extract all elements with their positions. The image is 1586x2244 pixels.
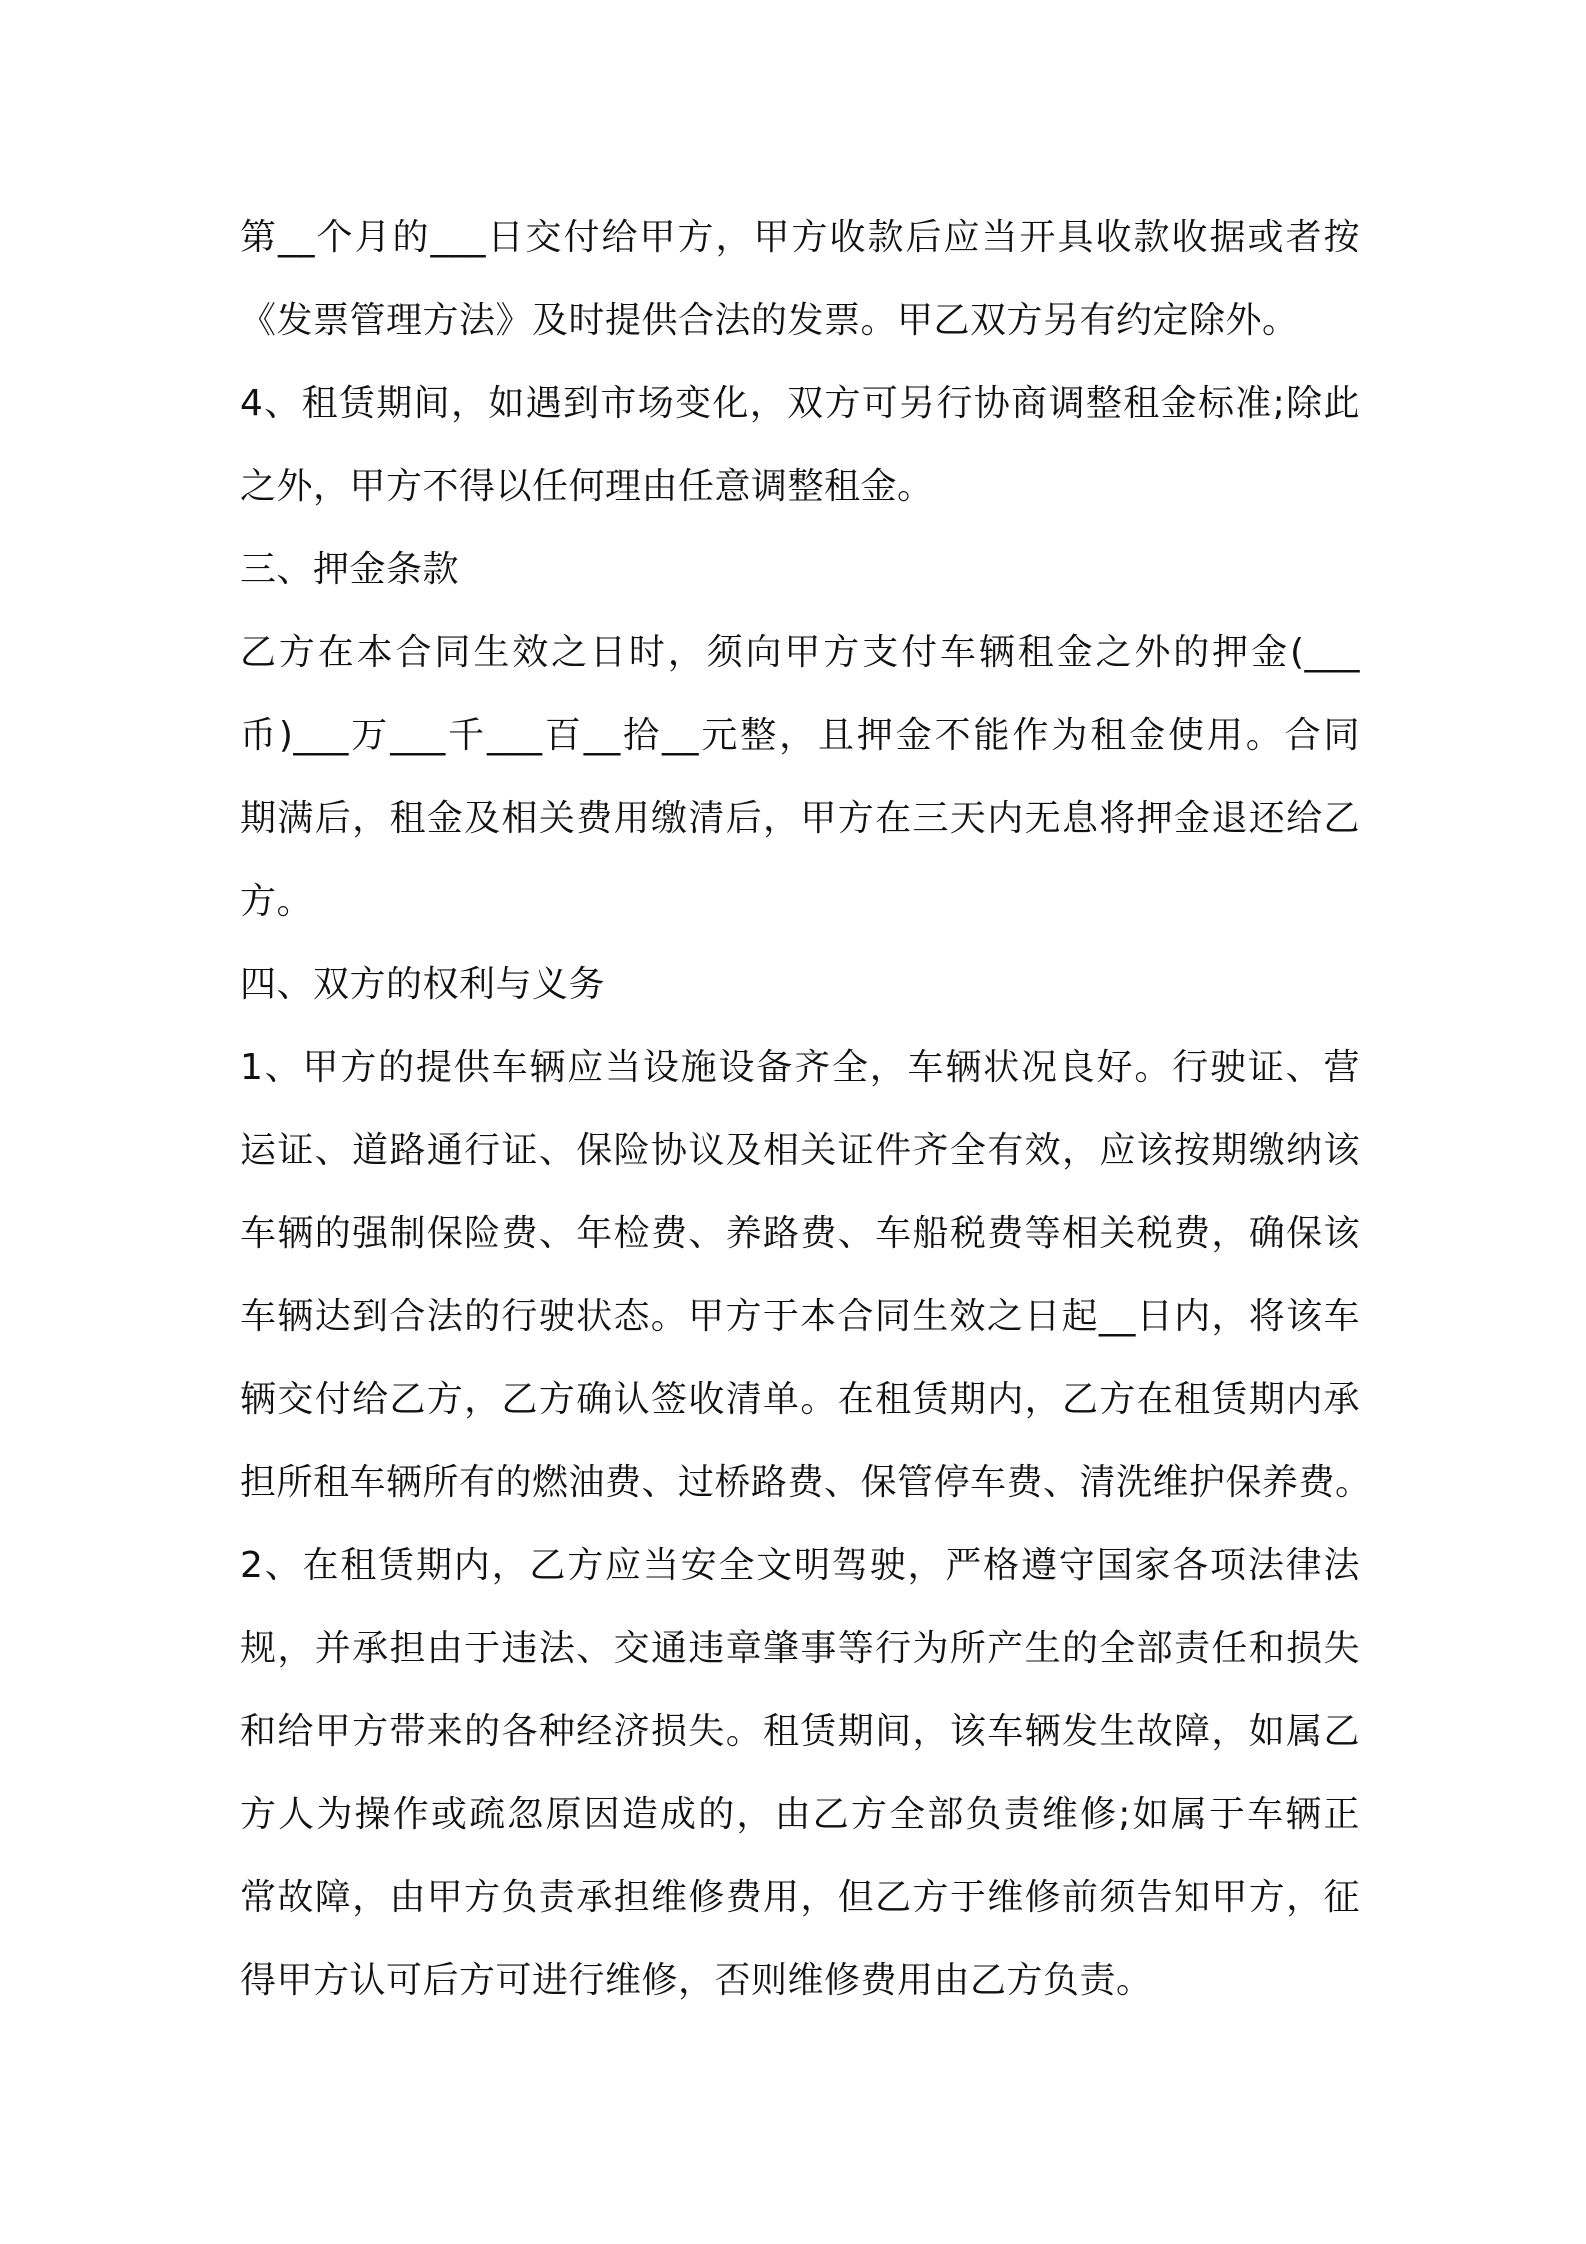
text-line-1: 第__个月的___日交付给甲方，甲方收款后应当开具收款收据或者按 — [240, 217, 1360, 258]
text-line-2: 《发票管理方法》及时提供合法的发票。甲乙双方另有约定除外。 — [240, 300, 1299, 341]
text-line-7: 币)___万___千___百__拾__元整，且押金不能作为租金使用。合同 — [240, 715, 1360, 756]
text-line-18: 规，并承担由于违法、交通违章肇事等行为所产生的全部责任和损失 — [240, 1628, 1360, 1669]
document-body — [240, 196, 1372, 2022]
text-line-17: 2、在租赁期内，乙方应当安全文明驾驶，严格遵守国家各项法律法 — [240, 1545, 1360, 1586]
text-line-3: 4、租赁期间，如遇到市场变化，双方可另行协商调整租金标准;除此 — [240, 383, 1360, 424]
text-line-4: 之外，甲方不得以任何理由任意调整租金。 — [240, 466, 934, 507]
text-line-9: 方。 — [240, 881, 314, 922]
text-line-6: 乙方在本合同生效之日时，须向甲方支付车辆租金之外的押金(___ — [240, 632, 1360, 673]
text-line-14: 车辆达到合法的行驶状态。甲方于本合同生效之日起__日内，将该车 — [240, 1296, 1360, 1337]
text-line-20: 方人为操作或疏忽原因造成的，由乙方全部负责维修;如属于车辆正 — [240, 1794, 1360, 1835]
section-heading-rights-obligations: 四、双方的权利与义务 — [240, 964, 606, 1005]
text-line-13: 车辆的强制保险费、年检费、养路费、车船税费等相关税费，确保该 — [240, 1213, 1360, 1254]
text-line-15: 辆交付给乙方，乙方确认签收清单。在租赁期内，乙方在租赁期内承 — [240, 1379, 1360, 1420]
section-heading-deposit: 三、押金条款 — [240, 549, 460, 590]
text-line-8: 期满后，租金及相关费用缴清后，甲方在三天内无息将押金退还给乙 — [240, 798, 1360, 839]
text-line-21: 常故障，由甲方负责承担维修费用，但乙方于维修前须告知甲方，征 — [240, 1877, 1360, 1918]
text-line-11: 1、甲方的提供车辆应当设施设备齐全，车辆状况良好。行驶证、营 — [240, 1047, 1360, 1088]
text-line-22: 得甲方认可后方可进行维修，否则维修费用由乙方负责。 — [240, 1960, 1153, 2001]
text-line-16: 担所租车辆所有的燃油费、过桥路费、保管停车费、清洗维护保养费。 — [240, 1462, 1372, 1503]
text-line-19: 和给甲方带来的各种经济损失。租赁期间，该车辆发生故障，如属乙 — [240, 1711, 1360, 1752]
text-line-12: 运证、道路通行证、保险协议及相关证件齐全有效，应该按期缴纳该 — [240, 1130, 1360, 1171]
